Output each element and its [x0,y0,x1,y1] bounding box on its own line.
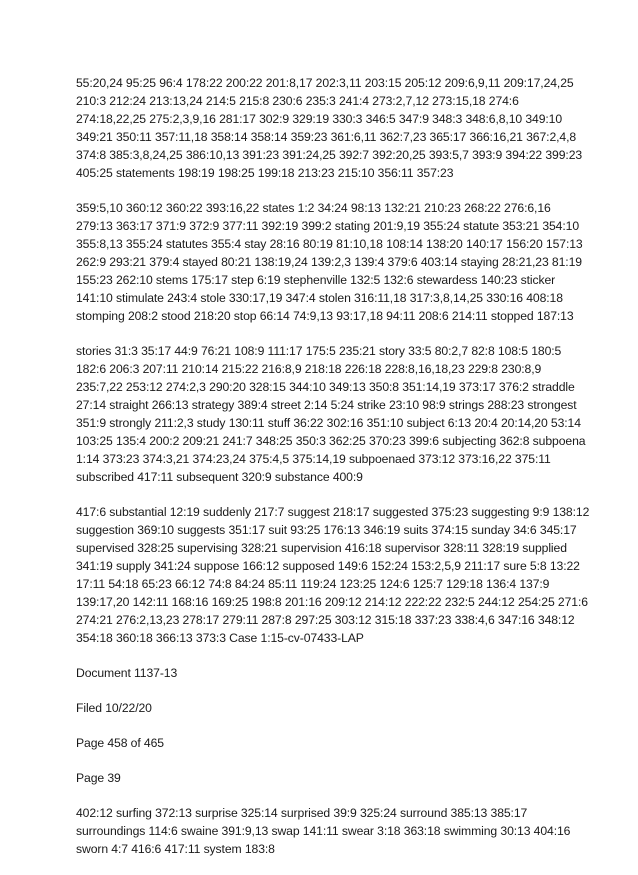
index-line: 405:25 statements 198:19 198:25 199:18 213:23 215:10 356:11 357:23 [76,166,454,180]
index-line: 155:23 262:10 stems 175:17 step 6:19 stephenville 132:5 132:6 stewardess 140:23 sticker [76,273,556,287]
index-paragraph-2 [76,199,583,325]
index-paragraph-4 [76,503,590,647]
index-line: 374:8 385:3,8,24,25 386:10,13 391:23 391:24,25 392:7 392:20,25 393:5,7 393:9 394:22 399:23 [76,148,583,162]
index-line: stories 31:3 35:17 44:9 76:21 108:9 111:17 175:5 235:21 story 33:5 80:2,7 82:8 108:5 180:5 [76,344,562,358]
index-line: 55:20,24 95:25 96:4 178:22 200:22 201:8,17 202:3,11 203:15 205:12 209:6,9,11 209:17,24,25 [76,76,574,90]
index-line: 1:14 373:23 374:3,21 374:23,24 375:4,5 375:14,19 subpoenaed 373:12 373:16,22 375:11 [76,452,551,466]
index-line: 355:8,13 355:24 statutes 355:4 stay 28:16 80:19 81:10,18 108:14 138:20 140:17 156:20 157:13 [76,237,583,251]
index-line: 349:21 350:11 357:11,18 358:14 358:14 359:23 361:6,11 362:7,23 365:17 366:16,21 367:2,4,8 [76,130,577,144]
filed-date: Filed 10/22/20 [76,701,152,715]
index-line: 235:7,22 253:12 274:2,3 290:20 328:15 344:10 349:13 350:8 351:14,19 373:17 376:2 straddle [76,380,575,394]
index-line: 402:12 surfing 372:13 surprise 325:14 surprised 39:9 325:24 surround 385:13 385:17 [76,806,528,820]
index-line: 103:25 135:4 200:2 209:21 241:7 348:25 350:3 362:25 370:23 399:6 subjecting 362:8 subpoena [76,434,586,448]
index-line: surroundings 114:6 swaine 391:9,13 swap 141:11 swear 3:18 363:18 swimming 30:13 404:16 [76,824,571,838]
index-line: 210:3 212:24 213:13,24 214:5 215:8 230:6 235:3 241:4 273:2,7,12 273:15,18 274:6 [76,94,519,108]
index-line: sworn 4:7 416:6 417:11 system 183:8 [76,842,275,856]
index-line: 279:13 363:17 371:9 372:9 377:11 392:19 399:2 stating 201:9,19 355:24 statute 353:21 354:10 [76,219,579,233]
index-line: 341:19 supply 341:24 suppose 166:12 supposed 149:6 152:24 153:2,5,9 211:17 sure 5:8 13:22 [76,559,580,573]
index-line: 354:18 360:18 366:13 373:3 Case 1:15-cv-07433-LAP [76,631,364,645]
index-line: 274:21 276:2,13,23 278:17 279:11 287:8 297:25 303:12 315:18 337:23 338:4,6 347:16 348:12 [76,613,575,627]
index-line: subscribed 417:11 subsequent 320:9 substance 400:9 [76,470,363,484]
index-paragraph-5 [76,804,576,858]
index-line: 17:11 54:18 65:23 66:12 74:8 84:24 85:11 119:24 123:25 124:6 125:7 129:18 136:4 137:9 [76,577,550,591]
index-paragraph-3 [76,342,586,486]
index-line: supervised 328:25 supervising 328:21 supervision 416:18 supervisor 328:11 328:19 supplied [76,541,567,555]
index-line: 359:5,10 360:12 360:22 393:16,22 states 1:2 34:24 98:13 132:21 210:23 268:22 276:6,16 [76,201,551,215]
index-paragraph-1 [76,74,583,182]
index-line: 141:10 stimulate 243:4 stole 330:17,19 347:4 stolen 316:11,18 317:3,8,14,25 330:16 408:18 [76,291,563,305]
index-line: suggestion 369:10 suggests 351:17 suit 93:25 176:13 346:19 suits 374:15 sunday 34:6 345:17 [76,523,577,537]
index-line: 274:18,22,25 275:2,3,9,16 281:17 302:9 329:19 330:3 346:5 347:9 348:3 348:6,8,10 349:10 [76,112,563,126]
page-number: Page 39 [76,771,121,785]
index-line: 139:17,20 142:11 168:16 169:25 198:8 201:16 209:12 214:12 222:22 232:5 244:12 254:25 271:6 [76,595,588,609]
index-line: 351:9 strongly 211:2,3 study 130:11 stuff 36:22 302:16 351:10 subject 6:13 20:4 20:14,20 53:14 [76,416,581,430]
index-line: stomping 208:2 stood 218:20 stop 66:14 74:9,13 93:17,18 94:11 208:6 214:11 stopped 187:13 [76,309,574,323]
index-line: 417:6 substantial 12:19 suddenly 217:7 suggest 218:17 suggested 375:23 suggesting 9:9 138:12 [76,505,590,519]
page-of-total: Page 458 of 465 [76,736,164,750]
document-number: Document 1137-13 [76,666,178,680]
index-line: 262:9 293:21 379:4 stayed 80:21 138:19,24 139:2,3 139:4 379:6 403:14 staying 28:21,23 81:19 [76,255,582,269]
index-line: 182:6 206:3 207:11 210:14 215:22 216:8,9 218:18 226:18 228:8,16,18,23 229:8 230:8,9 [76,362,542,376]
index-line: 27:14 straight 266:13 strategy 389:4 street 2:14 5:24 strike 23:10 98:9 strings 288:23 strongest [76,398,577,412]
document-page [76,74,590,875]
